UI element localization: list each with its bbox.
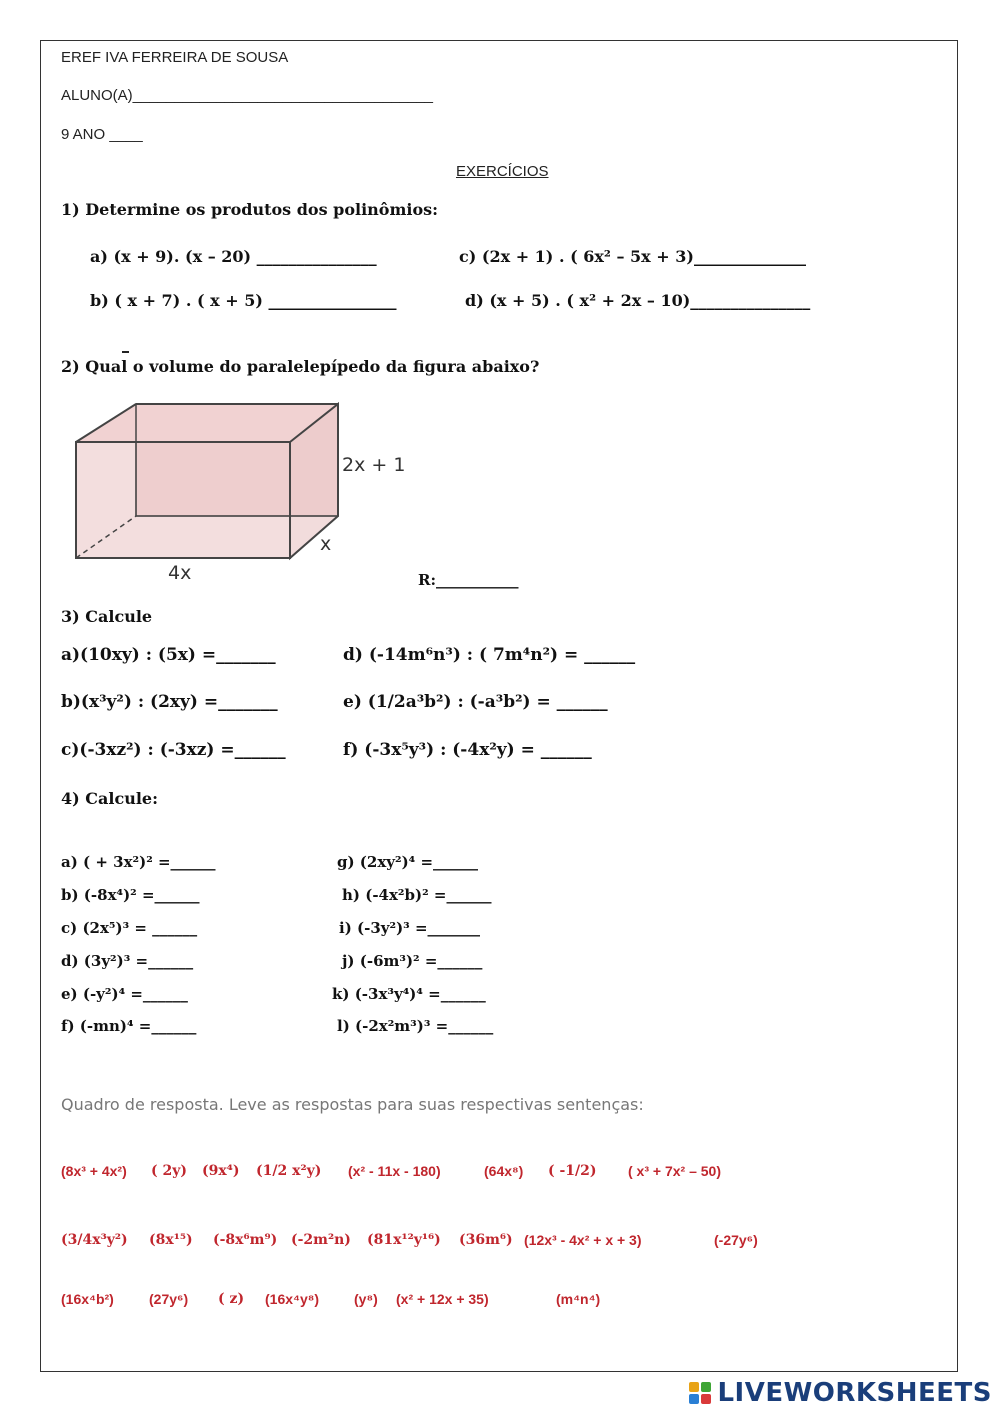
logo-square	[689, 1394, 699, 1404]
front-face	[76, 442, 290, 558]
q4-item-i: i) (-3y²)³ =_______	[339, 919, 481, 937]
q3-title: 3) Calcule	[61, 607, 153, 626]
label-depth: x	[320, 533, 332, 555]
answer-chip[interactable]: (36m⁶)	[459, 1232, 513, 1248]
label-height: 2x + 1	[342, 454, 406, 476]
answer-chip[interactable]: (-2m²n)	[291, 1232, 351, 1248]
answer-chip[interactable]: (8x¹⁵)	[149, 1232, 193, 1248]
answer-chip[interactable]: (m⁴n⁴)	[556, 1291, 601, 1307]
school-name: EREF IVA FERREIRA DE SOUSA	[61, 49, 289, 66]
q4-item-k: k) (-3x³y⁴)⁴ =______	[332, 985, 486, 1003]
q4-item-c: c) (2x⁵)³ = ______	[61, 919, 198, 937]
q4-item-a: a) ( + 3x²)² =______	[61, 853, 216, 871]
page-title: EXERCÍCIOS	[456, 163, 549, 180]
q3-item-b: b)(x³y²) : (2xy) =_______	[61, 692, 278, 712]
answer-chip[interactable]: (8x³ + 4x²)	[61, 1163, 127, 1179]
answer-chip[interactable]: (81x¹²y¹⁶)	[367, 1232, 441, 1248]
answer-chip[interactable]: ( x³ + 7x² – 50)	[628, 1163, 721, 1179]
answer-chip[interactable]: (x² + 12x + 35)	[396, 1291, 489, 1307]
q3-item-c: c)(-3xz²) : (-3xz) =______	[61, 740, 286, 760]
q4-item-e: e) (-y²)⁴ =______	[61, 985, 188, 1003]
logo-square	[701, 1382, 711, 1392]
answer-chip[interactable]: ( -1/2)	[548, 1163, 597, 1179]
q3-item-d: d) (-14m⁶n³) : ( 7m⁴n²) = ______	[343, 645, 636, 665]
answer-chip[interactable]: (12x³ - 4x² + x + 3)	[524, 1232, 642, 1248]
liveworksheets-logo[interactable]	[689, 1378, 992, 1408]
answer-chip[interactable]: (x² - 11x - 180)	[348, 1163, 441, 1179]
answer-chip[interactable]: (y⁸)	[354, 1291, 378, 1307]
q4-item-h: h) (-4x²b)² =______	[342, 886, 492, 904]
q4-item-f: f) (-mn)⁴ =______	[61, 1017, 197, 1035]
q3-item-a: a)(10xy) : (5x) =_______	[61, 645, 276, 665]
answer-chip[interactable]: (16x⁴b²)	[61, 1291, 114, 1307]
logo-squares-icon	[689, 1382, 711, 1404]
answer-chip[interactable]: (16x⁴y⁸)	[265, 1291, 320, 1307]
q4-item-l: l) (-2x²m³)³ =______	[337, 1017, 494, 1035]
answer-chip[interactable]: (3/4x³y²)	[61, 1232, 128, 1248]
brand-name: LIVEWORKSHEETS	[717, 1378, 992, 1408]
q3-item-e: e) (1/2a³b²) : (-a³b²) = ______	[343, 692, 608, 712]
label-width: 4x	[168, 562, 192, 584]
logo-square	[701, 1394, 711, 1404]
q1-item-d: d) (x + 5) . ( x² + 2x – 10)_______________	[465, 291, 811, 310]
answer-chip[interactable]: (-8x⁶m⁹)	[213, 1232, 278, 1248]
q1-title: 1) Determine os produtos dos polinômios:	[61, 200, 439, 219]
answer-chip[interactable]: (64x⁸)	[484, 1163, 524, 1179]
q1-item-c: c) (2x + 1) . ( 6x² – 5x + 3)______________	[459, 247, 806, 266]
q1-item-a: a) (x + 9). (x – 20) _______________	[90, 247, 377, 266]
q3-item-f: f) (-3x⁵y³) : (-4x²y) = ______	[343, 740, 592, 760]
answer-chip[interactable]: (27y⁶)	[149, 1291, 189, 1307]
parallelepiped-figure	[68, 398, 418, 588]
answer-chip[interactable]: (-27y⁶)	[714, 1232, 758, 1248]
answer-chip[interactable]: ( z)	[218, 1291, 245, 1307]
answer-chip[interactable]: ( 2y)	[151, 1163, 187, 1179]
q2-title: 2) Qual o volume do paralelepípedo da figura abaixo?	[61, 357, 540, 376]
q4-title: 4) Calcule:	[61, 789, 158, 808]
q4-item-d: d) (3y²)³ =______	[61, 952, 194, 970]
q1-item-b: b) ( x + 7) . ( x + 5) ________________	[90, 291, 397, 310]
grade-line: 9 ANO ____	[61, 126, 143, 143]
answer-chip[interactable]: (1/2 x²y)	[256, 1163, 322, 1179]
q4-item-j: j) (-6m³)² =______	[342, 952, 483, 970]
logo-square	[689, 1382, 699, 1392]
answer-chip[interactable]: (9x⁴)	[202, 1163, 240, 1179]
q2-answer-line[interactable]: R:___________	[418, 571, 519, 589]
stray-dash	[122, 351, 129, 353]
student-name-line: ALUNO(A)____________________________________	[61, 87, 433, 104]
answer-board-title: Quadro de resposta. Leve as respostas para suas respectivas sentenças:	[61, 1095, 644, 1114]
q4-item-g: g) (2xy²)⁴ =______	[337, 853, 479, 871]
q4-item-b: b) (-8x⁴)² =______	[61, 886, 200, 904]
